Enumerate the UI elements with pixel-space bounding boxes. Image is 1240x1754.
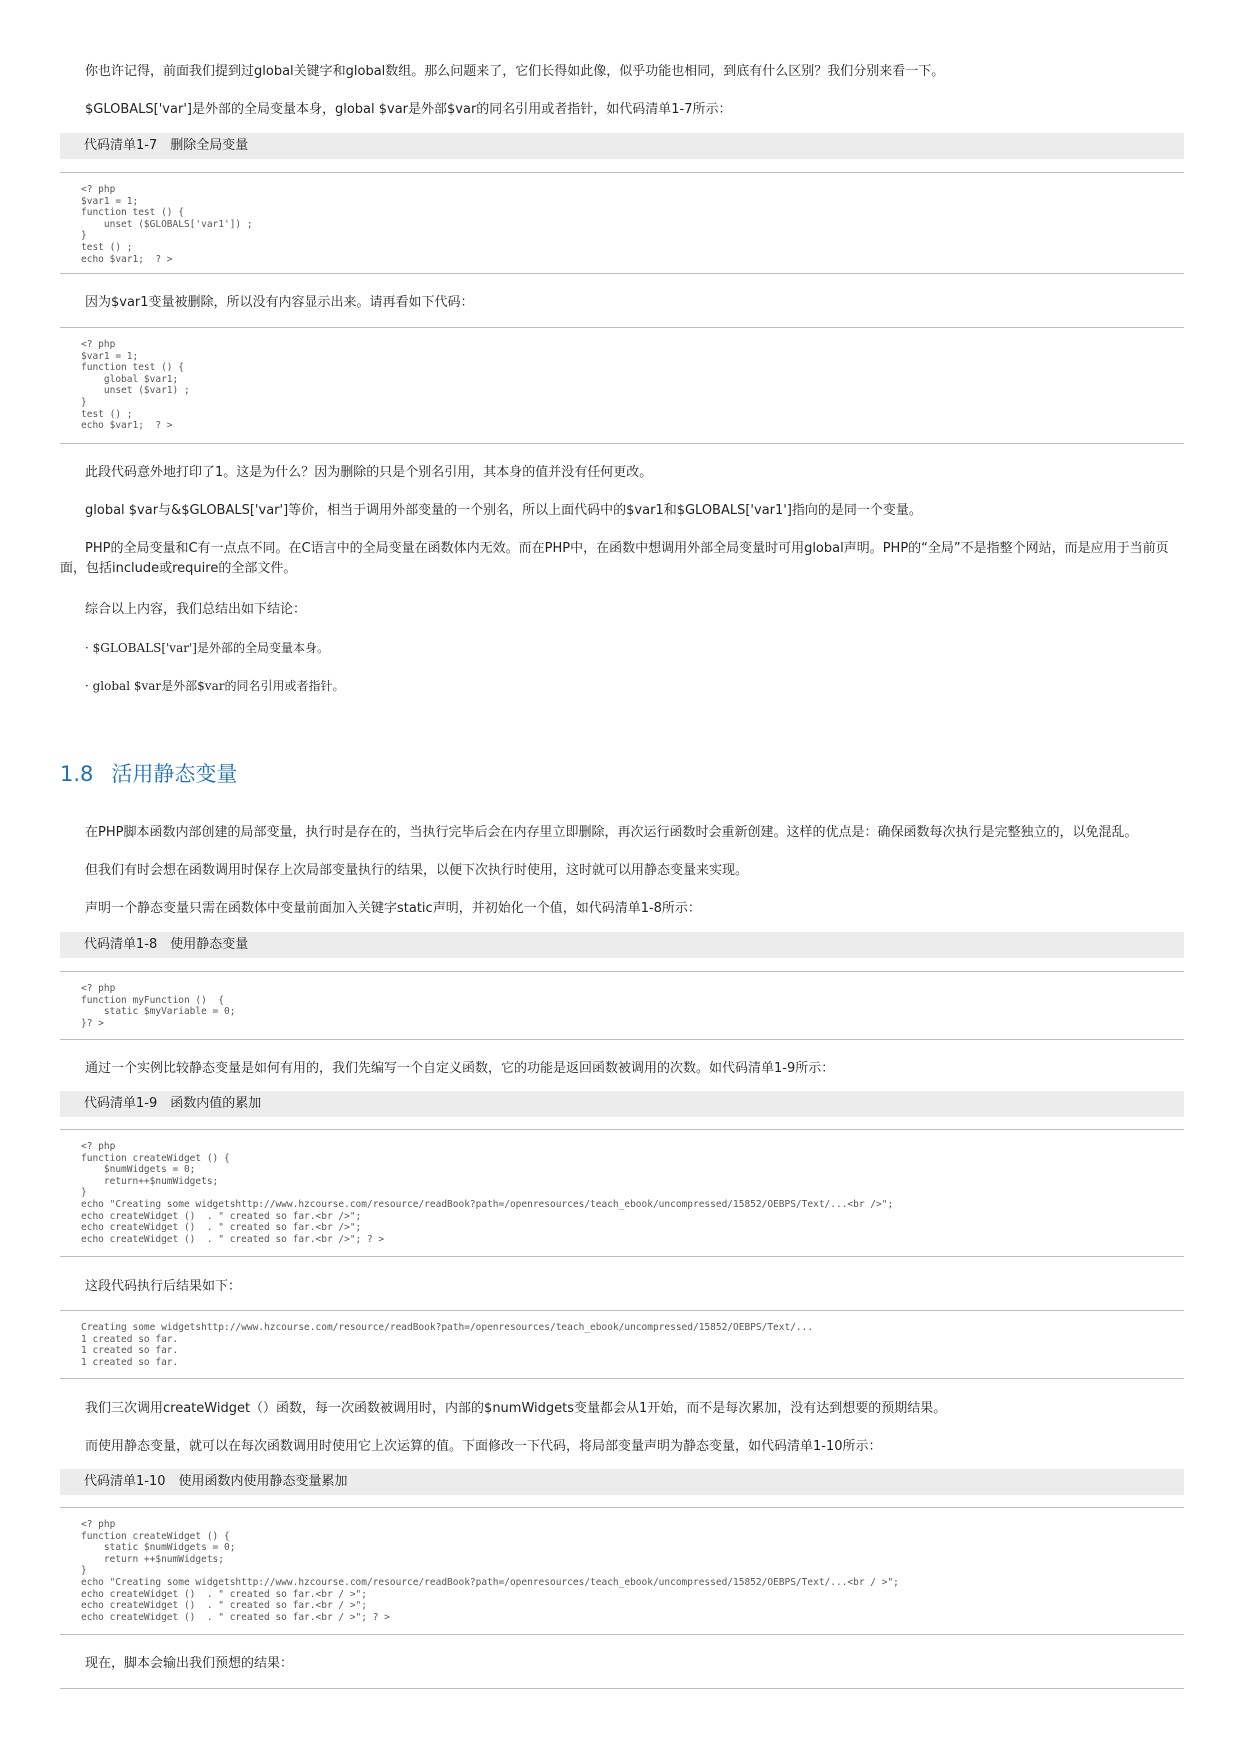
paragraph-result-intro: 这段代码执行后结果如下： [85,1279,242,1294]
page-bottom-rule [60,1688,1184,1689]
bullet-global-var: · global $var是外部$var的同名引用或者指针。 [85,679,345,693]
paragraph-global-intro: 你也许记得，前面我们提到过global关键字和global数组。那么问题来了，它们长得如此像，似乎功能也相同，到底有什么区别？我们分别来看一下。 [85,64,945,79]
code-block-1-10 [60,1507,1184,1635]
code-text-1-9: <? php function createWidget () { $numWidgets = 0; return++$numWidgets; } echo "Creating some widgetshttp://www.hzcourse.com/resource/readBook?path=/openresources/teach_ebook/uncompressed/15852/OEBPS/Text/...<br />"; echo createWidget () . " created so far.<br />"; echo createWidget () . " created so far.<br />"; echo createWidget () . " created so far.<br />"; ? > [81,1141,894,1245]
code-text-output: Creating some widgetshttp://www.hzcourse.com/resource/readBook?path=/openresources/teach_ebook/uncompressed/15852/OEBPS/Text/... 1 created so far. 1 created so far. 1 created so far. [81,1322,814,1368]
paragraph-example-intro: 通过一个实例比较静态变量是如何有用的，我们先编写一个自定义函数，它的功能是返回函数被调用的次数。如代码清单1-9所示： [85,1061,835,1076]
code-text-1-8: <? php function myFunction () { static $myVariable = 0; }? > [81,983,236,1029]
code-block-global-unset [60,327,1184,444]
paragraph-keep-result: 但我们有时会想在函数调用时保存上次局部变量执行的结果，以便下次执行时使用，这时就可以用静态变量来实现。 [85,863,749,878]
code-block-1-8 [60,971,1184,1040]
paragraph-use-static: 而使用静态变量，就可以在每次函数调用时使用它上次运算的值。下面修改一下代码，将局部变量声明为静态变量，如代码清单1-10所示： [85,1439,882,1454]
paragraph-declare-static: 声明一个静态变量只需在函数体中变量前面加入关键字static声明，并初始化一个值，如代码清单1-8所示： [85,901,701,916]
paragraph-globals-vs-global: $GLOBALS['var']是外部的全局变量本身，global $var是外部$var的同名引用或者指针，如代码清单1-7所示： [85,102,732,117]
code-text-global-unset: <? php $var1 = 1; function test () { global $var1; unset ($var1) ; } test () ; echo $var1; ? > [81,339,190,432]
section-title: 活用静态变量 [111,762,238,786]
bullet-globals: · $GLOBALS['var']是外部的全局变量本身。 [85,641,329,655]
section-heading [60,760,237,788]
code-block-1-7 [60,172,1184,274]
paragraph-alias-equivalence: global $var与&$GLOBALS['var']等价，相当于调用外部变量的一个别名，所以上面代码中的$var1和$GLOBALS['var1']指向的是同一个变量。 [85,503,922,518]
code-text-1-7: <? php $var1 = 1; function test () { unset ($GLOBALS['var1']) ; } test () ; echo $var1; ? > [81,184,253,265]
paragraph-expected-output: 现在，脚本会输出我们预想的结果： [85,1656,294,1671]
code-caption-1-8: 代码清单1-8 使用静态变量 [60,932,1184,958]
paragraph-three-calls: 我们三次调用createWidget（）函数，每一次函数被调用时，内部的$numWidgets变量都会从1开始，而不是每次累加，没有达到想要的预期结果。 [85,1401,947,1416]
code-caption-1-7: 代码清单1-7 删除全局变量 [60,133,1184,159]
paragraph-var-deleted: 因为$var1变量被删除，所以没有内容显示出来。请再看如下代码： [85,295,474,310]
section-number: 1.8 [60,762,94,786]
code-block-1-9 [60,1129,1184,1257]
paragraph-summary: 综合以上内容，我们总结出如下结论： [85,602,307,617]
paragraph-local-vars: 在PHP脚本函数内部创建的局部变量，执行时是存在的，当执行完毕后会在内存里立即删除，再次运行函数时会重新创建。这样的优点是：确保函数每次执行是完整独立的，以免混乱。 [85,825,1138,840]
code-text-1-10: <? php function createWidget () { static $numWidgets = 0; return ++$numWidgets; } echo "Creating some widgetshttp://www.hzcourse.com/resource/readBook?path=/openresources/teach_ebook/uncompressed/15852/OEBPS/Text/...<br / >"; echo createWidget () . " created so far.<br / >"; echo createWidget () . " created so far.<br / >"; echo createWidget () . " created so far.<br / >"; ? > [81,1519,899,1623]
paragraph-printed-one: 此段代码意外地打印了1。这是为什么？因为删除的只是个别名引用，其本身的值并没有任何更改。 [85,465,653,480]
code-block-output [60,1310,1184,1379]
code-caption-1-10: 代码清单1-10 使用函数内使用静态变量累加 [60,1469,1184,1495]
code-caption-1-9: 代码清单1-9 函数内值的累加 [60,1091,1184,1117]
paragraph-php-vs-c: PHP的全局变量和C有一点点不同。在C语言中的全局变量在函数体内无效。而在PHP中，在函数中想调用外部全局变量时可用global声明。PHP的“全局”不是指整个网站，而是应用于当前页面，包括include或require的全部文件。 [60,541,1169,576]
